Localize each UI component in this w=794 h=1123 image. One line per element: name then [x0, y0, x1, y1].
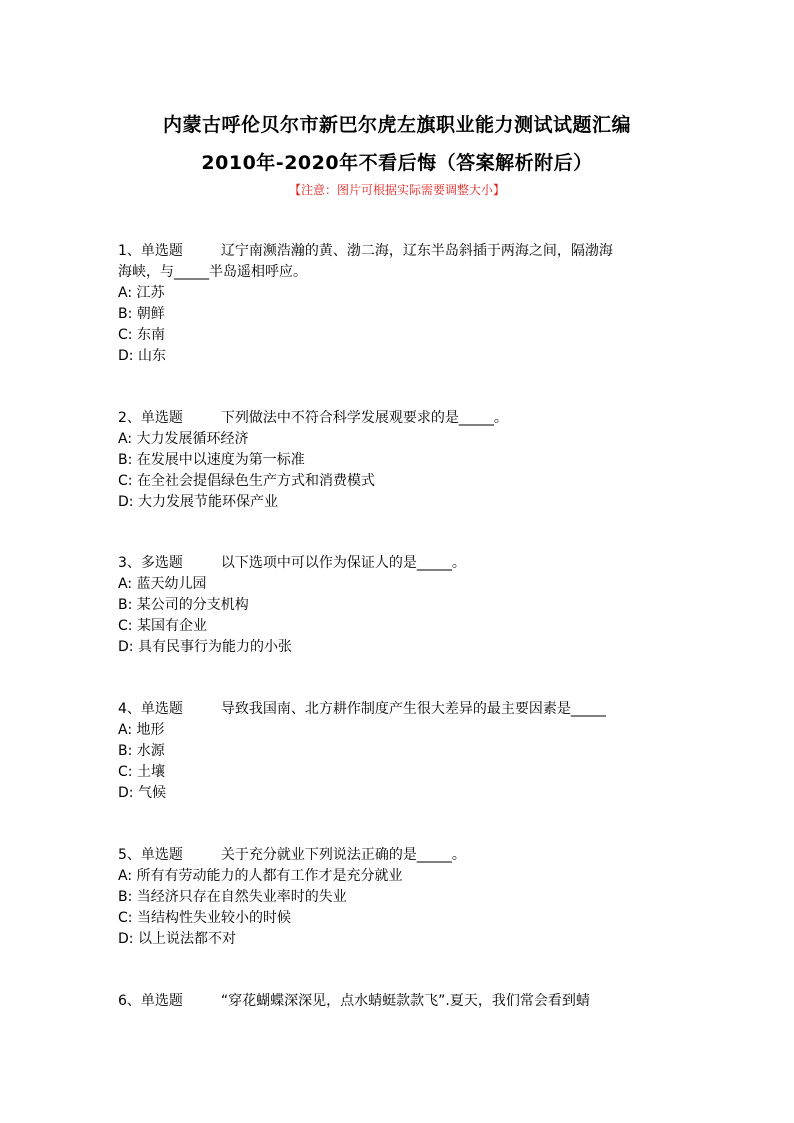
question-label: 2、单选题	[118, 410, 183, 426]
option-d: D: 大力发展节能环保产业	[118, 494, 278, 510]
question-stem-line1: 辽宁南濒浩瀚的黄、渤二海，辽东半岛斜插于两海之间，隔渤海	[220, 243, 613, 259]
option-b: B: 某公司的分支机构	[118, 597, 249, 613]
option-d: D: 具有民事行为能力的小张	[118, 639, 292, 655]
question-stem	[118, 699, 678, 720]
question-label: 4、单选题	[118, 701, 183, 717]
question-stem-line2: 海峡，与_____半岛遥相呼应。	[118, 264, 307, 280]
question-5	[118, 845, 678, 950]
option-a: A: 江苏	[118, 285, 165, 301]
question-6	[118, 991, 678, 1012]
question-stem	[118, 408, 678, 429]
question-4	[118, 699, 678, 804]
question-label: 5、单选题	[118, 847, 183, 863]
option-d: D: 气候	[118, 785, 166, 801]
image-resize-notice: 【注意：图片可根据实际需要调整大小】	[288, 183, 505, 197]
option-c: C: 土壤	[118, 764, 165, 780]
option-c: C: 东南	[118, 327, 165, 343]
question-1	[118, 241, 678, 367]
option-a: A: 大力发展循环经济	[118, 431, 249, 447]
question-label: 3、多选题	[118, 555, 183, 571]
option-d: D: 山东	[118, 348, 166, 364]
option-c: C: 某国有企业	[118, 618, 207, 634]
option-a: A: 地形	[118, 722, 165, 738]
document-title-line2: 2010年-2020年不看后悔（答案解析附后）	[201, 152, 593, 174]
option-d: D: 以上说法都不对	[118, 931, 236, 947]
question-label: 6、单选题	[118, 993, 183, 1009]
question-stem-line1: 导致我国南、北方耕作制度产生很大差异的最主要因素是_____	[220, 701, 606, 717]
question-stem	[118, 845, 678, 866]
question-3	[118, 553, 678, 658]
option-b: B: 水源	[118, 743, 165, 759]
question-stem	[118, 991, 678, 1012]
option-b: B: 朝鲜	[118, 306, 165, 322]
option-c: C: 在全社会提倡绿色生产方式和消费模式	[118, 473, 375, 489]
option-b: B: 在发展中以速度为第一标准	[118, 452, 305, 468]
option-a: A: 所有有劳动能力的人都有工作才是充分就业	[118, 868, 403, 884]
document-title-line1: 内蒙古呼伦贝尔市新巴尔虎左旗职业能力测试试题汇编	[162, 114, 631, 136]
question-stem-line1: 关于充分就业下列说法正确的是_____。	[220, 847, 466, 863]
option-a: A: 蓝天幼儿园	[118, 576, 207, 592]
question-label: 1、单选题	[118, 243, 183, 259]
question-stem	[118, 241, 678, 262]
question-stem-line1: 以下选项中可以作为保证人的是_____。	[220, 555, 466, 571]
question-stem	[118, 553, 678, 574]
option-b: B: 当经济只存在自然失业率时的失业	[118, 889, 347, 905]
question-stem-line1: “穿花蝴蝶深深见，点水蜻蜓款款飞”.夏天，我们常会看到蜻	[220, 993, 590, 1009]
option-c: C: 当结构性失业较小的时候	[118, 910, 291, 926]
question-2	[118, 408, 678, 513]
question-stem-line1: 下列做法中不符合科学发展观要求的是_____。	[220, 410, 508, 426]
